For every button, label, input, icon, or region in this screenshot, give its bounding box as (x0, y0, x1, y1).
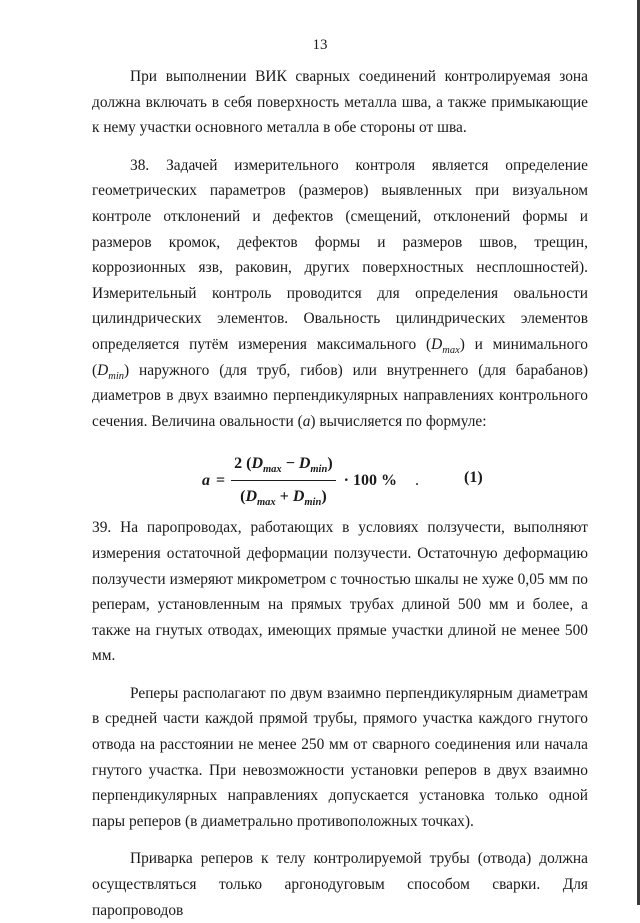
formula-number: (1) (464, 469, 483, 487)
formula-numerator: 2 $(D_{max} - D_{min})$ (231, 451, 336, 481)
page-number: 13 (312, 37, 328, 53)
formula-fraction (231, 451, 336, 509)
p38-text-c: ) наружного (для труб, гибов) или внутреннего (для барабанов) диаметров в двух взаимно перпендикулярных направлениях контрольного сечения. Величина овальности ( (92, 361, 588, 430)
formula-equals: = (216, 471, 226, 489)
paragraph-39: измерения остаточной деформации ползучести. Остаточную деформацию ползучести измеряют микрометром с точностью шкалы не хуже 0,05 мм по реперам, установленным на прямых трубах длиной 500 мм и более, а также на гнутых отводах, имеющих прямые участки длиной не менее 500 мм. (92, 544, 588, 665)
page-body (92, 64, 588, 923)
formula-period: . (414, 471, 419, 489)
p38-text-a: 38. Задачей измерительного контроля является определение геометрических параметров (размеров) выявленных при визуальном контроле отклонений и дефектов (смещений, отклонений формы и размеров кромок, дефектов формы и размеров швов, трещин, коррозионных язв, раковин, других поверхностных несплошностей). Измерительный контроль проводится для определения овальности цилиндрических элементов. Овальность цилиндрических элементов определяется путём измерения максимального ( (92, 156, 588, 353)
paragraph-reper-welding: Приварка реперов к телу контролируемой трубы (отвода) должна осуществляться только аргонодуговым способом сварки. Для паропроводов (92, 850, 588, 919)
paragraph-vik-zone: При выполнении ВИК сварных соединений контролируемая зона должна включать в себя поверхность металла шва, а также примыкающие к нему участки основного металла в обе стороны от шва. (92, 68, 588, 137)
formula-lhs: a (202, 471, 210, 489)
formula-multiplier: · 100 % (343, 471, 397, 489)
paragraph-39-first-line: 39. На паропроводах, работающих в условиях ползучести, выполняют (92, 519, 588, 537)
dmin-symbol: $D_{min}$ (97, 361, 125, 382)
formula-denominator: $(D_{max} + D_{min})$ (240, 487, 327, 508)
paragraph-reper-placement: Реперы располагают по двум взаимно перпендикулярным диаметрам в средней части каждой прямой трубы, прямого участка каждого гнутого отвода на расстоянии не менее 250 мм от сварного соединения или начала гнутого участка. При невозможности установки реперов в двух взаимно перпендикулярных направлениях допускается установка только одной пары реперов (в диаметрально противоположных точках). (92, 684, 588, 830)
ovality-formula (92, 445, 588, 509)
p38-text-b: ) и минимального ( (92, 335, 588, 379)
dmax-symbol: $D_{max}$ (431, 335, 460, 356)
ovality-symbol: a (302, 412, 311, 430)
p38-text-d: ) вычисляется по формуле: (310, 412, 487, 430)
paragraph-38 (92, 153, 588, 435)
